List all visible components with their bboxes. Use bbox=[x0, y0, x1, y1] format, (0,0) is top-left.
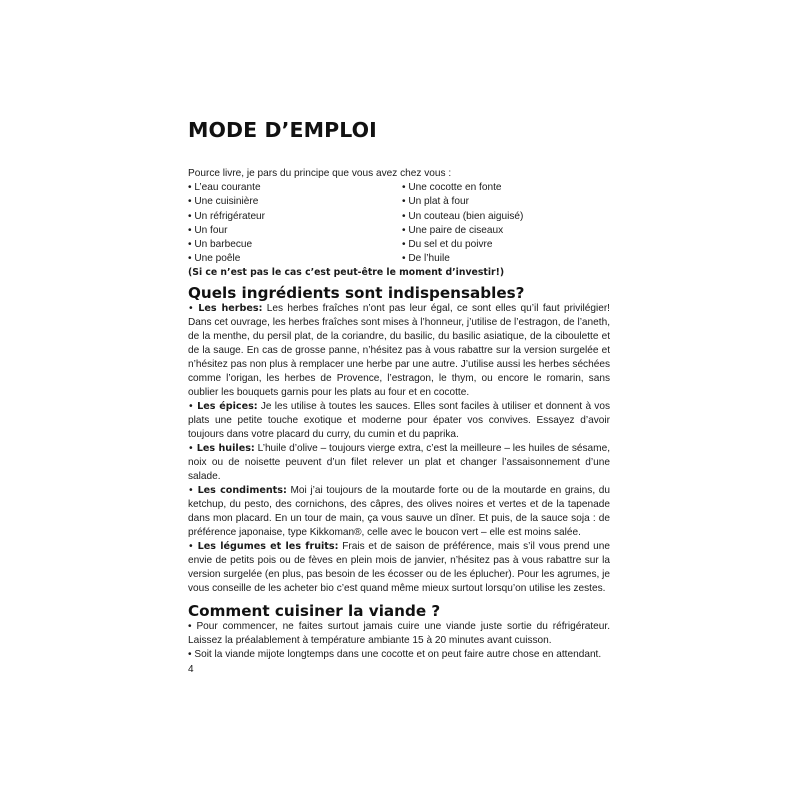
equipment-item: • Un couteau (bien aiguisé) bbox=[402, 210, 523, 224]
equipment-column-right bbox=[402, 181, 523, 266]
ingredient-item-herbes bbox=[188, 302, 610, 400]
equipment-item: • De l’huile bbox=[402, 252, 523, 266]
ingredient-label: • Les condiments: bbox=[188, 485, 287, 496]
equipment-note: (Si ce n’est pas le cas c’est peut-être le moment d’investir!) bbox=[188, 267, 505, 279]
equipment-item: • Un plat à four bbox=[402, 195, 523, 209]
ingredient-item-condiments bbox=[188, 484, 610, 540]
equipment-item: • Une cocotte en fonte bbox=[402, 181, 523, 195]
equipment-list bbox=[188, 181, 610, 266]
ingredient-item-huiles bbox=[188, 442, 610, 484]
equipment-item: • Un réfrigérateur bbox=[188, 210, 402, 224]
section-heading-viande: Comment cuisiner la viande ? bbox=[188, 602, 441, 621]
equipment-column-left bbox=[188, 181, 402, 266]
page-title: MODE D’EMPLOI bbox=[188, 118, 377, 142]
equipment-item: • Une cuisinière bbox=[188, 195, 402, 209]
equipment-item: • Du sel et du poivre bbox=[402, 238, 523, 252]
ingredient-text: Je les utilise à toutes les sauces. Elles sont faciles à utiliser et donnent à vos plats une petite touche exotique et moderne pour épater vos convives. Essayez d’avoir toujours dans votre placard du curry, du cumin et du paprika. bbox=[188, 401, 610, 441]
ingredient-label: • Les huiles: bbox=[188, 443, 255, 454]
ingredient-item-legumes-fruits bbox=[188, 540, 610, 596]
section-heading-ingredients: Quels ingrédients sont indispensables? bbox=[188, 284, 525, 303]
page-content bbox=[188, 118, 610, 662]
ingredient-text: L’huile d’olive – toujours vierge extra, c’est la meilleure – les huiles de sésame, noix ou de noisette peuvent d’un filet relever un plat et changer l’assaisonnement d’une salade. bbox=[188, 443, 610, 483]
viande-tip: • Soit la viande mijote longtemps dans une cocotte et on peut faire autre chose en attendant. bbox=[188, 648, 610, 662]
equipment-item: • Un four bbox=[188, 224, 402, 238]
equipment-item: • Un barbecue bbox=[188, 238, 402, 252]
intro-text: Pource livre, je pars du principe que vous avez chez vous : bbox=[188, 168, 452, 179]
ingredient-item-epices bbox=[188, 400, 610, 442]
ingredient-label: • Les herbes: bbox=[188, 303, 262, 314]
ingredient-label: • Les légumes et les fruits: bbox=[188, 541, 338, 552]
ingredient-text: Les herbes fraîches n’ont pas leur égal, ce sont elles qu’il faut privilégier! Dans cet ouvrage, les herbes fraîches sont mises à l’honneur, j’utilise de l’estragon, de l’aneth, de la menthe, du persil plat, de la coriandre, du basilic, du basilic asiatique, de la ciboulette et de la sauge. En cas de grosse panne, n’hésitez pas à vous rabattre sur la version surgelée et n’hésitez pas non plus à remplacer une herbe par une autre. J’utilise aussi les herbes séchées comme l’origan, les herbes de Provence, l’estragon, le thym, ou encore le romarin, sans oublier les bouquets garnis pour les plats au four et en cocotte. bbox=[188, 303, 610, 399]
ingredient-text: Moi j’ai toujours de la moutarde forte ou de la moutarde en grains, du ketchup, du pesto, des cornichons, des câpres, des olives noires et vertes et de la tapenade dans mon placard. En un tour de main, ça vous sauve un dîner. Et puis, de la sauce soja : de préférence japonaise, type Kikkoman®, celle avec le boucon vert – elle est moins salée. bbox=[188, 485, 610, 539]
ingredient-text: Frais et de saison de préférence, mais s’il vous prend une envie de petits pois ou de fèves en plein mois de janvier, n’hésitez pas à vous rabattre sur la version surgelée (en plus, pas besoin de les écosser ou de les éplucher). Pour les agrumes, je vous conseille de les acheter bio c’est quand même mieux surtout lorsqu’on utilise les zestes. bbox=[188, 541, 610, 595]
ingredient-label: • Les épices: bbox=[188, 401, 258, 412]
equipment-item: • Une paire de ciseaux bbox=[402, 224, 523, 238]
intro-block bbox=[188, 167, 610, 280]
viande-tip: • Pour commencer, ne faites surtout jamais cuire une viande juste sortie du réfrigérateur. Laissez la préalablement à température ambiante 15 à 20 minutes avant cuisson. bbox=[188, 620, 610, 648]
page-number: 4 bbox=[188, 664, 194, 675]
equipment-item: • Une poêle bbox=[188, 252, 402, 266]
equipment-item: • L’eau courante bbox=[188, 181, 402, 195]
